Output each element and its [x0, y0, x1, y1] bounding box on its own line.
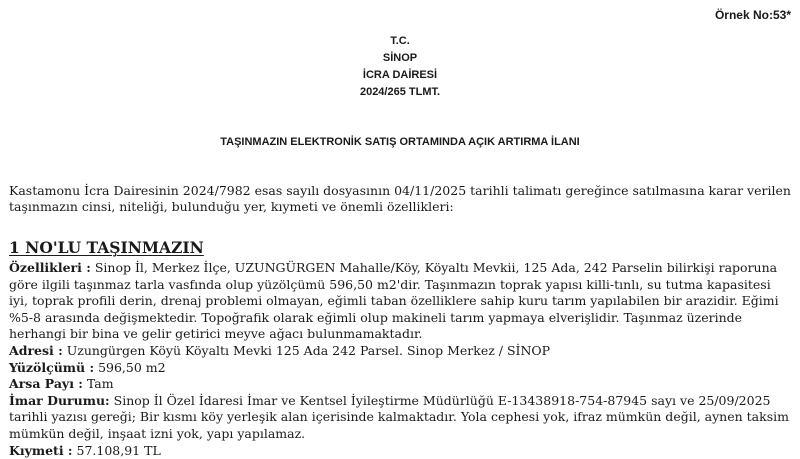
- value-value: 57.108,91 TL: [72, 442, 161, 458]
- zoning-label: İmar Durumu:: [9, 392, 110, 408]
- zoning-value: Sinop İl Özel İdaresi İmar ve Kentsel İyileştirme Müdürlüğü E-13438918-754-87945 sayı ve 25/09/2025 tarihli yazısı gereği; Bir kısmı köy yerleşik alan içerisinde kalmaktadır. Yola cephesi yok, ifraz mümkün değil, aynen taksim mümkün değil, inşaat izni yok, yapı yapılamaz.: [9, 392, 789, 441]
- header-country: T.C.: [390, 35, 410, 47]
- address-label: Adresi :: [9, 342, 63, 358]
- area-value: 596,50 m2: [94, 359, 166, 375]
- property-details: [9, 260, 792, 459]
- header-file-number: 2024/265 TLMT.: [359, 86, 441, 98]
- features-value: Sinop İl, Merkez İlçe, UZUNGÜRGEN Mahalle/Köy, Köyaltı Mevkii, 125 Ada, 242 Parselin bilirkişi raporuna göre ilgili taşınmaz tarla vasfında olup yüzölçümü 596,50 m2'dir. Taşınmazın toprak yapısı killi-tınlı, su tutma kapasitesi iyi, toprak profili derin, drenaj problemi olmayan, eğimli taban özelliklere sahip kuru tarım yapılabilen bir arazidir. Eğimi %5-8 arasında değişmektedir. Topoğrafik olarak eğimli olup makineli tarım yapmaya elverişlidir. Taşınmaz üzerinde herhangi bir bina ve gelir getirici meyve ağacı bulunmamaktadır.: [9, 260, 779, 342]
- share-label: Arsa Payı :: [9, 376, 83, 392]
- notice-title: TAŞINMAZIN ELEKTRONİK SATIŞ ORTAMINDA AÇIK ARTIRMA İLANI: [220, 136, 580, 148]
- value-field: [9, 443, 792, 459]
- intro-paragraph: Kastamonu İcra Dairesinin 2024/7982 esas sayılı dosyasının 04/11/2025 tarihli talimatı gereğince satılmasına karar verilen taşınmazın cinsi, niteliği, bulunduğu yer, kıymeti ve önemli özellikleri:: [9, 183, 791, 214]
- area-label: Yüzölçümü :: [9, 359, 95, 375]
- address-field: [9, 343, 792, 360]
- sample-number: Örnek No:53*: [714, 8, 791, 22]
- features-field: [9, 260, 792, 343]
- share-value: Tam: [82, 376, 114, 392]
- share-field: [9, 376, 792, 393]
- zoning-field: [9, 393, 792, 443]
- address-value: Uzungürgen Köyü Köyaltı Mevki 125 Ada 242 Parsel. Sinop Merkez / SİNOP: [62, 342, 551, 358]
- value-label: Kıymeti :: [9, 442, 73, 458]
- header-city: SİNOP: [382, 52, 418, 64]
- features-label: Özellikleri :: [9, 260, 91, 275]
- institution-header: [0, 33, 800, 101]
- property-heading: 1 NO'LU TAŞINMAZIN: [9, 238, 204, 257]
- area-field: [9, 360, 792, 377]
- header-office: İCRA DAİRESİ: [362, 69, 438, 81]
